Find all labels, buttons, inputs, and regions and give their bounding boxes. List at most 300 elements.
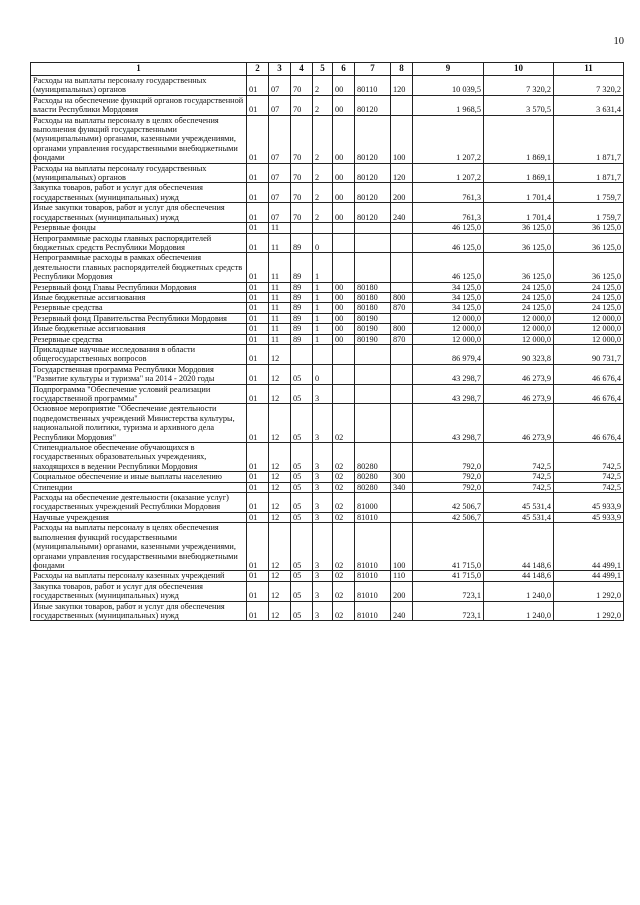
direction-code: 80280 <box>355 443 391 472</box>
program-code: 89 <box>291 334 313 344</box>
activity-code: 02 <box>333 493 355 513</box>
value-col11: 46 676,4 <box>554 384 624 404</box>
program-code: 89 <box>291 253 313 282</box>
row-name: Резервный фонд Правительства Республики Мордовия <box>31 313 247 323</box>
subprogram-code: 3 <box>313 493 333 513</box>
value-col10: 36 125,0 <box>484 233 554 253</box>
subprogram-code: 3 <box>313 523 333 571</box>
value-col10: 12 000,0 <box>484 324 554 334</box>
expense-type-code <box>391 233 413 253</box>
direction-code: 80190 <box>355 324 391 334</box>
activity-code: 00 <box>333 324 355 334</box>
program-code: 89 <box>291 292 313 302</box>
value-col10: 45 531,4 <box>484 512 554 522</box>
section-code: 01 <box>247 253 269 282</box>
activity-code: 00 <box>333 313 355 323</box>
subsection-code: 12 <box>269 512 291 522</box>
activity-code <box>333 384 355 404</box>
program-code: 70 <box>291 163 313 183</box>
value-col11: 12 000,0 <box>554 313 624 323</box>
row-name: Иные закупки товаров, работ и услуг для обеспечения государственных (муниципальных) нужд <box>31 203 247 223</box>
value-col10: 7 320,2 <box>484 76 554 96</box>
subprogram-code: 2 <box>313 95 333 115</box>
expense-type-code: 240 <box>391 203 413 223</box>
activity-code: 00 <box>333 95 355 115</box>
value-col10: 1 240,0 <box>484 581 554 601</box>
value-col9: 1 968,5 <box>413 95 484 115</box>
activity-code: 00 <box>333 183 355 203</box>
expense-type-code <box>391 512 413 522</box>
value-col9: 43 298,7 <box>413 384 484 404</box>
value-col11: 3 631,4 <box>554 95 624 115</box>
table-row <box>31 163 624 183</box>
page-number: 10 <box>613 36 624 47</box>
row-name: Стипендии <box>31 482 247 492</box>
section-code: 01 <box>247 163 269 183</box>
table-row <box>31 523 624 571</box>
subprogram-code: 1 <box>313 324 333 334</box>
activity-code <box>333 223 355 233</box>
table-row <box>31 443 624 472</box>
program-code: 05 <box>291 472 313 482</box>
activity-code: 00 <box>333 303 355 313</box>
activity-code: 00 <box>333 292 355 302</box>
row-name: Резервные средства <box>31 334 247 344</box>
expense-type-code <box>391 253 413 282</box>
header-row <box>31 63 624 76</box>
expense-type-code: 120 <box>391 163 413 183</box>
table-row <box>31 253 624 282</box>
section-code: 01 <box>247 223 269 233</box>
section-code: 01 <box>247 364 269 384</box>
value-col10: 742,5 <box>484 443 554 472</box>
budget-table <box>30 62 624 621</box>
section-code: 01 <box>247 203 269 223</box>
subsection-code: 11 <box>269 233 291 253</box>
activity-code: 02 <box>333 601 355 621</box>
direction-code <box>355 223 391 233</box>
row-name: Расходы на выплаты персоналу казенных учреждений <box>31 571 247 581</box>
value-col9: 41 715,0 <box>413 571 484 581</box>
table-row <box>31 313 624 323</box>
direction-code: 80180 <box>355 282 391 292</box>
subprogram-code: 1 <box>313 292 333 302</box>
table-row <box>31 334 624 344</box>
table-row <box>31 292 624 302</box>
value-col11: 36 125,0 <box>554 253 624 282</box>
direction-code: 80190 <box>355 313 391 323</box>
subprogram-code <box>313 344 333 364</box>
row-name: Основное мероприятие "Обеспечение деятельности подведомственных учреждений Министерства культуры, национальной политики, туризма и архивного дела Республики Мордовия" <box>31 404 247 443</box>
value-col9: 43 298,7 <box>413 404 484 443</box>
expense-type-code: 240 <box>391 601 413 621</box>
value-col11: 1 871,7 <box>554 163 624 183</box>
value-col11: 24 125,0 <box>554 282 624 292</box>
table-row <box>31 115 624 163</box>
subsection-code: 11 <box>269 303 291 313</box>
subsection-code: 12 <box>269 384 291 404</box>
subprogram-code: 3 <box>313 443 333 472</box>
header-cell: 2 <box>247 63 269 76</box>
direction-code: 81010 <box>355 523 391 571</box>
section-code: 01 <box>247 523 269 571</box>
table-row <box>31 493 624 513</box>
value-col11: 1 292,0 <box>554 601 624 621</box>
direction-code: 80180 <box>355 292 391 302</box>
expense-type-code <box>391 404 413 443</box>
subsection-code: 12 <box>269 581 291 601</box>
header-cell: 11 <box>554 63 624 76</box>
activity-code: 02 <box>333 443 355 472</box>
direction-code: 80120 <box>355 203 391 223</box>
subsection-code: 12 <box>269 571 291 581</box>
direction-code: 81010 <box>355 581 391 601</box>
direction-code: 80180 <box>355 303 391 313</box>
value-col9: 46 125,0 <box>413 223 484 233</box>
value-col10: 46 273,9 <box>484 364 554 384</box>
program-code: 89 <box>291 313 313 323</box>
section-code: 01 <box>247 76 269 96</box>
value-col11: 742,5 <box>554 443 624 472</box>
activity-code <box>333 253 355 282</box>
subsection-code: 12 <box>269 523 291 571</box>
subprogram-code: 1 <box>313 253 333 282</box>
section-code: 01 <box>247 581 269 601</box>
value-col9: 723,1 <box>413 581 484 601</box>
subsection-code: 11 <box>269 313 291 323</box>
row-name: Резервный фонд Главы Республики Мордовия <box>31 282 247 292</box>
subprogram-code: 3 <box>313 404 333 443</box>
subsection-code: 11 <box>269 334 291 344</box>
program-code: 70 <box>291 95 313 115</box>
subsection-code: 12 <box>269 472 291 482</box>
value-col10: 1 701,4 <box>484 183 554 203</box>
value-col9: 792,0 <box>413 482 484 492</box>
row-name: Расходы на выплаты персоналу государственных (муниципальных) органов <box>31 163 247 183</box>
table-row <box>31 76 624 96</box>
section-code: 01 <box>247 303 269 313</box>
subprogram-code: 2 <box>313 183 333 203</box>
subsection-code: 12 <box>269 443 291 472</box>
direction-code: 80120 <box>355 163 391 183</box>
subprogram-code: 3 <box>313 512 333 522</box>
value-col9: 12 000,0 <box>413 313 484 323</box>
section-code: 01 <box>247 334 269 344</box>
table-row <box>31 472 624 482</box>
subsection-code: 11 <box>269 324 291 334</box>
expense-type-code <box>391 493 413 513</box>
value-col11: 7 320,2 <box>554 76 624 96</box>
section-code: 01 <box>247 344 269 364</box>
table-row <box>31 601 624 621</box>
direction-code: 81010 <box>355 512 391 522</box>
row-name: Закупка товаров, работ и услуг для обеспечения государственных (муниципальных) нужд <box>31 183 247 203</box>
direction-code <box>355 344 391 364</box>
direction-code <box>355 404 391 443</box>
value-col10: 1 869,1 <box>484 163 554 183</box>
expense-type-code <box>391 344 413 364</box>
value-col11: 44 499,1 <box>554 523 624 571</box>
section-code: 01 <box>247 384 269 404</box>
table-row <box>31 364 624 384</box>
program-code: 05 <box>291 384 313 404</box>
value-col10: 3 570,5 <box>484 95 554 115</box>
value-col10: 1 240,0 <box>484 601 554 621</box>
subsection-code: 11 <box>269 292 291 302</box>
expense-type-code: 800 <box>391 324 413 334</box>
subsection-code: 07 <box>269 183 291 203</box>
program-code: 70 <box>291 115 313 163</box>
section-code: 01 <box>247 292 269 302</box>
value-col11: 46 676,4 <box>554 404 624 443</box>
program-code: 89 <box>291 303 313 313</box>
expense-type-code <box>391 282 413 292</box>
row-name: Стипендиальное обеспечение обучающихся в государственных образовательных учреждениях, находящихся в ведении Республики Мордовия <box>31 443 247 472</box>
expense-type-code: 870 <box>391 334 413 344</box>
value-col11: 1 292,0 <box>554 581 624 601</box>
direction-code: 80120 <box>355 95 391 115</box>
section-code: 01 <box>247 233 269 253</box>
row-name: Социальное обеспечение и иные выплаты населению <box>31 472 247 482</box>
expense-type-code: 200 <box>391 183 413 203</box>
value-col9: 43 298,7 <box>413 364 484 384</box>
program-code: 05 <box>291 581 313 601</box>
row-name: Государственная программа Республики Мордовия "Развитие культуры и туризма" на 2014 - 2020 годы <box>31 364 247 384</box>
direction-code <box>355 364 391 384</box>
value-col11: 742,5 <box>554 482 624 492</box>
header-cell: 8 <box>391 63 413 76</box>
header-cell: 4 <box>291 63 313 76</box>
row-name: Резервные средства <box>31 303 247 313</box>
subsection-code: 11 <box>269 253 291 282</box>
value-col11: 12 000,0 <box>554 324 624 334</box>
value-col10: 44 148,6 <box>484 571 554 581</box>
direction-code: 80280 <box>355 472 391 482</box>
expense-type-code <box>391 384 413 404</box>
subprogram-code: 1 <box>313 303 333 313</box>
table-row <box>31 384 624 404</box>
activity-code: 00 <box>333 76 355 96</box>
expense-type-code <box>391 95 413 115</box>
program-code <box>291 344 313 364</box>
value-col11: 45 933,9 <box>554 512 624 522</box>
direction-code: 80120 <box>355 115 391 163</box>
subprogram-code: 1 <box>313 334 333 344</box>
value-col11: 1 871,7 <box>554 115 624 163</box>
value-col9: 1 207,2 <box>413 163 484 183</box>
expense-type-code: 200 <box>391 581 413 601</box>
value-col9: 46 125,0 <box>413 253 484 282</box>
value-col9: 12 000,0 <box>413 334 484 344</box>
row-name: Научные учреждения <box>31 512 247 522</box>
value-col9: 86 979,4 <box>413 344 484 364</box>
program-code: 70 <box>291 183 313 203</box>
value-col9: 46 125,0 <box>413 233 484 253</box>
header-cell: 3 <box>269 63 291 76</box>
table-row <box>31 404 624 443</box>
value-col9: 42 506,7 <box>413 493 484 513</box>
expense-type-code <box>391 223 413 233</box>
header-cell: 1 <box>31 63 247 76</box>
value-col10: 46 273,9 <box>484 404 554 443</box>
subsection-code: 11 <box>269 223 291 233</box>
table-row <box>31 581 624 601</box>
section-code: 01 <box>247 282 269 292</box>
table-row <box>31 482 624 492</box>
subprogram-code: 1 <box>313 282 333 292</box>
section-code: 01 <box>247 183 269 203</box>
table-row <box>31 303 624 313</box>
value-col10: 36 125,0 <box>484 253 554 282</box>
header-cell: 5 <box>313 63 333 76</box>
section-code: 01 <box>247 472 269 482</box>
value-col11: 12 000,0 <box>554 334 624 344</box>
subprogram-code: 2 <box>313 203 333 223</box>
program-code: 89 <box>291 282 313 292</box>
activity-code: 02 <box>333 404 355 443</box>
expense-type-code <box>391 313 413 323</box>
value-col11: 44 499,1 <box>554 571 624 581</box>
subsection-code: 12 <box>269 364 291 384</box>
value-col9: 761,3 <box>413 203 484 223</box>
program-code: 89 <box>291 324 313 334</box>
value-col11: 45 933,9 <box>554 493 624 513</box>
value-col11: 1 759,7 <box>554 203 624 223</box>
direction-code: 81010 <box>355 571 391 581</box>
subprogram-code: 0 <box>313 233 333 253</box>
header-cell: 9 <box>413 63 484 76</box>
header-cell: 10 <box>484 63 554 76</box>
row-name: Иные бюджетные ассигнования <box>31 292 247 302</box>
table-row <box>31 183 624 203</box>
section-code: 01 <box>247 493 269 513</box>
expense-type-code <box>391 364 413 384</box>
section-code: 01 <box>247 313 269 323</box>
direction-code: 80280 <box>355 482 391 492</box>
subsection-code: 12 <box>269 404 291 443</box>
expense-type-code: 100 <box>391 523 413 571</box>
table-row <box>31 282 624 292</box>
activity-code: 00 <box>333 203 355 223</box>
subsection-code: 07 <box>269 163 291 183</box>
row-name: Иные бюджетные ассигнования <box>31 324 247 334</box>
direction-code <box>355 233 391 253</box>
program-code: 05 <box>291 601 313 621</box>
value-col10: 1 701,4 <box>484 203 554 223</box>
row-name: Иные закупки товаров, работ и услуг для обеспечения государственных (муниципальных) нужд <box>31 601 247 621</box>
program-code <box>291 223 313 233</box>
header-cell: 7 <box>355 63 391 76</box>
activity-code <box>333 364 355 384</box>
activity-code: 00 <box>333 115 355 163</box>
activity-code: 00 <box>333 163 355 183</box>
value-col11: 24 125,0 <box>554 303 624 313</box>
section-code: 01 <box>247 324 269 334</box>
activity-code: 02 <box>333 581 355 601</box>
subprogram-code <box>313 223 333 233</box>
value-col10: 24 125,0 <box>484 282 554 292</box>
subprogram-code: 3 <box>313 571 333 581</box>
subsection-code: 07 <box>269 203 291 223</box>
activity-code: 02 <box>333 512 355 522</box>
subsection-code: 12 <box>269 601 291 621</box>
activity-code: 02 <box>333 472 355 482</box>
subsection-code: 07 <box>269 95 291 115</box>
activity-code <box>333 233 355 253</box>
row-name: Расходы на выплаты персоналу государственных (муниципальных) органов <box>31 76 247 96</box>
expense-type-code: 800 <box>391 292 413 302</box>
program-code: 05 <box>291 493 313 513</box>
subprogram-code: 3 <box>313 482 333 492</box>
activity-code: 00 <box>333 282 355 292</box>
value-col10: 742,5 <box>484 472 554 482</box>
expense-type-code <box>391 443 413 472</box>
subsection-code: 07 <box>269 115 291 163</box>
expense-type-code: 100 <box>391 115 413 163</box>
section-code: 01 <box>247 601 269 621</box>
section-code: 01 <box>247 95 269 115</box>
program-code: 70 <box>291 203 313 223</box>
subsection-code: 11 <box>269 282 291 292</box>
section-code: 01 <box>247 571 269 581</box>
direction-code: 80110 <box>355 76 391 96</box>
value-col9: 10 039,5 <box>413 76 484 96</box>
subprogram-code: 3 <box>313 601 333 621</box>
value-col10: 12 000,0 <box>484 334 554 344</box>
table-row <box>31 233 624 253</box>
program-code: 05 <box>291 482 313 492</box>
program-code: 05 <box>291 512 313 522</box>
subsection-code: 12 <box>269 482 291 492</box>
value-col9: 34 125,0 <box>413 303 484 313</box>
value-col11: 1 759,7 <box>554 183 624 203</box>
value-col9: 1 207,2 <box>413 115 484 163</box>
value-col9: 792,0 <box>413 443 484 472</box>
section-code: 01 <box>247 115 269 163</box>
value-col10: 12 000,0 <box>484 313 554 323</box>
direction-code <box>355 253 391 282</box>
value-col9: 34 125,0 <box>413 282 484 292</box>
row-name: Непрограммные расходы в рамках обеспечения деятельности главных распорядителей бюджетных средств Республики Мордовия <box>31 253 247 282</box>
row-name: Резервные фонды <box>31 223 247 233</box>
subprogram-code: 3 <box>313 581 333 601</box>
value-col10: 44 148,6 <box>484 523 554 571</box>
program-code: 89 <box>291 233 313 253</box>
value-col11: 742,5 <box>554 472 624 482</box>
expense-type-code: 120 <box>391 76 413 96</box>
row-name: Расходы на обеспечение функций органов государственной власти Республики Мордовия <box>31 95 247 115</box>
value-col11: 90 731,7 <box>554 344 624 364</box>
row-name: Расходы на выплаты персоналу в целях обеспечения выполнения функций государственными (муниципальными) органами, казенными учреждениями, органами управления государственными внебюджетными фондами <box>31 523 247 571</box>
section-code: 01 <box>247 512 269 522</box>
table-row <box>31 512 624 522</box>
program-code: 70 <box>291 76 313 96</box>
expense-type-code: 300 <box>391 472 413 482</box>
row-name: Подпрограмма "Обеспечение условий реализации государственной программы" <box>31 384 247 404</box>
value-col11: 24 125,0 <box>554 292 624 302</box>
expense-type-code: 110 <box>391 571 413 581</box>
direction-code: 80120 <box>355 183 391 203</box>
row-name: Прикладные научные исследования в области общегосударственных вопросов <box>31 344 247 364</box>
direction-code: 80190 <box>355 334 391 344</box>
section-code: 01 <box>247 443 269 472</box>
row-name: Расходы на выплаты персоналу в целях обеспечения выполнения функций государственными (муниципальными) органами, казенными учреждениями, органами управления государственными внебюджетными фондами <box>31 115 247 163</box>
section-code: 01 <box>247 482 269 492</box>
subprogram-code: 1 <box>313 313 333 323</box>
value-col9: 34 125,0 <box>413 292 484 302</box>
activity-code <box>333 344 355 364</box>
activity-code: 02 <box>333 482 355 492</box>
